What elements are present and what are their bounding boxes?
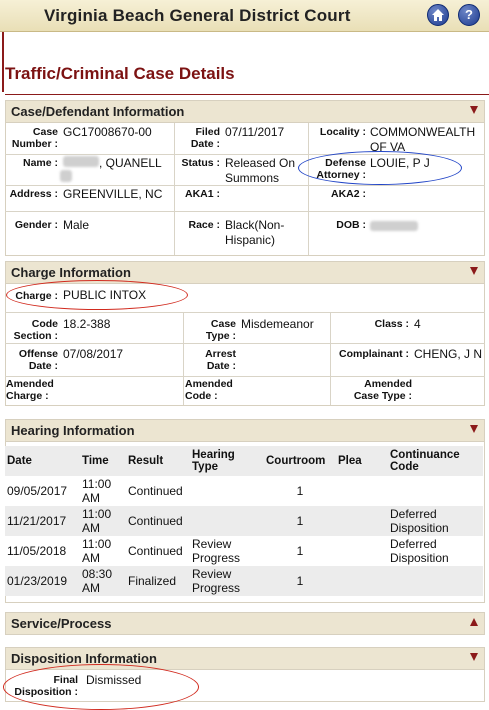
name-label: Name : bbox=[22, 157, 58, 169]
cell-date: 11/21/2017 bbox=[7, 514, 67, 528]
locality-value: COMMONWEALTH OF VA bbox=[370, 125, 476, 154]
cell-result: Finalized bbox=[128, 574, 177, 588]
col-continuance-code: Continuance Code bbox=[390, 449, 460, 473]
filed-date-value: 07/11/2017 bbox=[225, 125, 285, 139]
cell-plea bbox=[336, 536, 388, 566]
expand-icon[interactable] bbox=[470, 618, 478, 626]
disposition-heading: Disposition Information bbox=[11, 651, 157, 666]
cell-courtroom: 1 bbox=[296, 484, 304, 498]
case-type-label: Case Type : bbox=[205, 318, 236, 342]
charge-value: PUBLIC INTOX bbox=[63, 288, 147, 302]
hearing-header[interactable] bbox=[6, 420, 484, 442]
address-value: GREENVILLE, NC bbox=[63, 187, 163, 201]
race-value: Black(Non-Hispanic) bbox=[225, 218, 285, 247]
filed-date-label: Filed Date : bbox=[190, 126, 220, 150]
redacted-surname bbox=[63, 156, 99, 167]
final-disposition-value: Dismissed bbox=[86, 673, 142, 687]
final-disposition-label: Final Disposition : bbox=[14, 674, 78, 698]
app-header bbox=[0, 0, 489, 32]
service-process-panel bbox=[5, 612, 485, 635]
collapse-icon[interactable] bbox=[470, 425, 478, 433]
service-process-header[interactable] bbox=[6, 613, 484, 635]
case-number-value: GC17008670-00 bbox=[63, 125, 152, 139]
cell-time: 08:30 AM bbox=[82, 567, 113, 595]
charge-heading: Charge Information bbox=[11, 265, 131, 280]
code-section-label: Code Section : bbox=[13, 318, 58, 342]
title-divider bbox=[5, 94, 489, 95]
defense-attorney-value: LOUIE, P J bbox=[370, 156, 430, 170]
cell-courtroom: 1 bbox=[296, 544, 304, 558]
name-suffix: , QUANELL bbox=[99, 156, 162, 170]
hearing-heading: Hearing Information bbox=[11, 423, 135, 438]
race-label: Race : bbox=[188, 219, 220, 231]
status-label: Status : bbox=[181, 157, 220, 169]
status-value: Released On Summons bbox=[225, 156, 296, 185]
cell-courtroom: 1 bbox=[296, 574, 304, 588]
annotation-red-oval bbox=[3, 664, 199, 710]
table-row bbox=[5, 476, 483, 506]
amended-case-type-label: Amended Case Type : bbox=[353, 378, 412, 402]
cell-hearing-type: Review Progress bbox=[192, 567, 241, 595]
table-row bbox=[5, 506, 483, 536]
home-icon[interactable] bbox=[427, 4, 449, 26]
charge-label: Charge : bbox=[15, 290, 58, 302]
code-section-value: 18.2-388 bbox=[63, 317, 111, 331]
col-date: Date bbox=[7, 455, 32, 467]
aka1-label: AKA1 : bbox=[184, 188, 220, 200]
cell-plea bbox=[336, 506, 388, 536]
col-time: Time bbox=[82, 455, 109, 467]
table-row bbox=[5, 566, 483, 596]
arrest-date-label: Arrest Date : bbox=[205, 348, 236, 372]
cell-result: Continued bbox=[128, 544, 183, 558]
cell-time: 11:00 AM bbox=[82, 537, 112, 565]
offense-date-label: Offense Date : bbox=[18, 348, 58, 372]
cell-date: 01/23/2019 bbox=[7, 574, 68, 588]
collapse-icon[interactable] bbox=[470, 653, 478, 661]
amended-code-label: Amended Code : bbox=[185, 378, 233, 402]
dob-label: DOB : bbox=[336, 219, 366, 231]
col-plea: Plea bbox=[338, 455, 362, 467]
left-accent-line bbox=[2, 32, 4, 92]
amended-charge-label: Amended Charge : bbox=[6, 378, 54, 402]
locality-label: Locality : bbox=[319, 126, 366, 138]
col-courtroom: Courtroom bbox=[266, 455, 326, 467]
case-defendant-header[interactable] bbox=[6, 101, 484, 123]
cell-plea bbox=[336, 566, 388, 596]
cell-hearing-type bbox=[190, 476, 264, 506]
cell-date: 09/05/2017 bbox=[7, 484, 68, 498]
case-number-label: Case Number : bbox=[11, 126, 58, 150]
case-type-value: Misdemeanor bbox=[241, 317, 314, 331]
collapse-icon[interactable] bbox=[470, 267, 478, 275]
gender-label: Gender : bbox=[14, 219, 58, 231]
cell-plea bbox=[336, 476, 388, 506]
cell-result: Continued bbox=[128, 484, 183, 498]
hearing-table bbox=[5, 446, 483, 596]
table-row bbox=[5, 536, 483, 566]
cell-time: 11:00 AM bbox=[82, 477, 112, 505]
complainant-label: Complainant : bbox=[339, 348, 409, 360]
cell-hearing-type: Review Progress bbox=[192, 537, 241, 565]
col-result: Result bbox=[128, 455, 164, 467]
cell-hearing-type bbox=[190, 506, 264, 536]
annotation-blue-oval bbox=[298, 151, 462, 185]
cell-time: 11:00 AM bbox=[82, 507, 112, 535]
offense-date-value: 07/08/2017 bbox=[63, 347, 124, 361]
annotation-red-oval bbox=[6, 280, 188, 310]
name-value bbox=[63, 156, 162, 171]
aka2-label: AKA2 : bbox=[330, 188, 366, 200]
cell-courtroom: 1 bbox=[296, 514, 304, 528]
col-hearing-type: Hearing Type bbox=[192, 449, 235, 473]
cell-continuance bbox=[388, 566, 483, 596]
redacted-mark bbox=[60, 170, 72, 182]
class-value: 4 bbox=[414, 317, 421, 331]
page-title: Traffic/Criminal Case Details bbox=[5, 64, 235, 83]
case-defendant-heading: Case/Defendant Information bbox=[11, 104, 185, 119]
defense-attorney-label: Defense Attorney : bbox=[316, 157, 366, 181]
cell-date: 11/05/2018 bbox=[7, 544, 67, 558]
cell-continuance: Deferred Disposition bbox=[390, 507, 449, 535]
address-label: Address : bbox=[9, 188, 58, 200]
cell-result: Continued bbox=[128, 514, 183, 528]
class-label: Class : bbox=[374, 318, 409, 330]
gender-value: Male bbox=[63, 218, 90, 232]
cell-continuance: Deferred Disposition bbox=[390, 537, 449, 565]
help-icon[interactable]: ? bbox=[458, 4, 480, 26]
court-title: Virginia Beach General District Court bbox=[44, 6, 351, 25]
redacted-dob bbox=[370, 221, 418, 231]
collapse-icon[interactable] bbox=[470, 106, 478, 114]
service-process-heading: Service/Process bbox=[11, 616, 112, 631]
complainant-value: CHENG, J N bbox=[414, 347, 483, 361]
cell-continuance bbox=[388, 476, 483, 506]
hearing-header-row bbox=[5, 446, 483, 476]
